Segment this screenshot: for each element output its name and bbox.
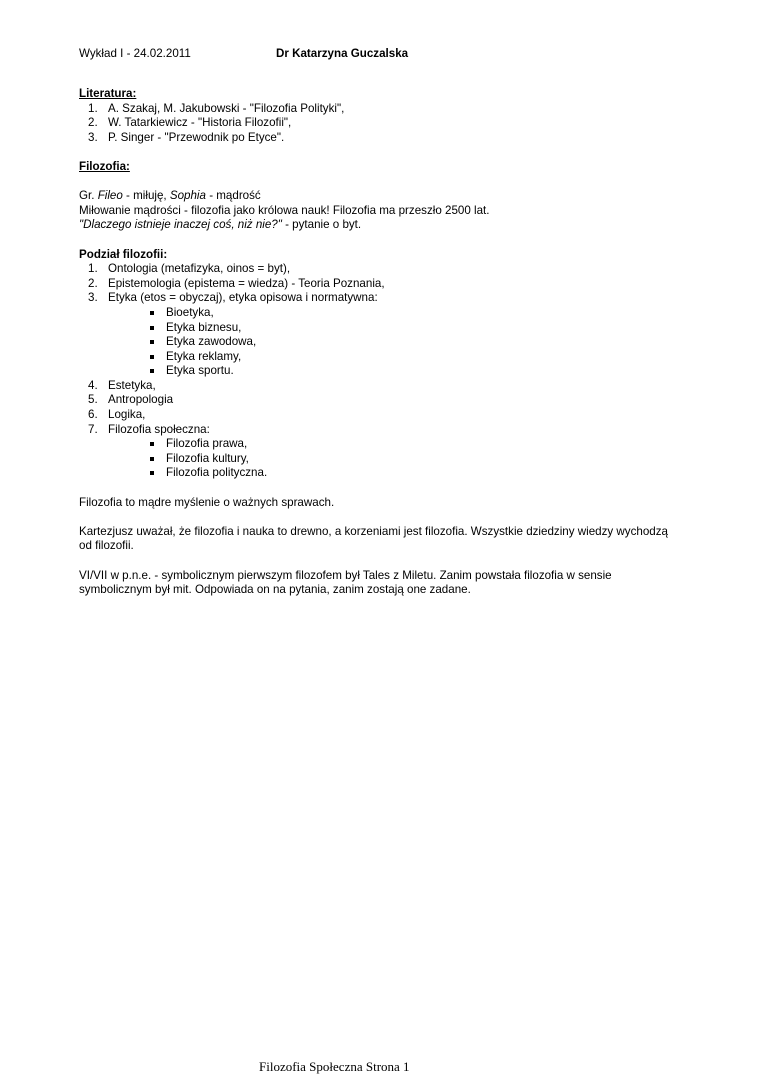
list-text: W. Tatarkiewicz - "Historia Filozofii", <box>108 116 292 130</box>
list-text: P. Singer - "Przewodnik po Etyce". <box>108 130 285 144</box>
sublist-item: Etyka biznesu, <box>108 321 679 336</box>
bullet-icon <box>150 326 154 330</box>
podzial-list <box>79 262 679 481</box>
bullet-icon <box>150 471 154 475</box>
sublist-item: Filozofia polityczna. <box>108 466 679 481</box>
list-number: 3. <box>88 130 98 144</box>
list-item: 5. Antropologia <box>88 393 174 407</box>
list-item: 6. Logika, <box>88 408 146 422</box>
sublist-item: Filozofia prawa, <box>108 437 679 452</box>
sublist-item: Etyka reklamy, <box>108 350 679 365</box>
list-item: 3. Etyka (etos = obyczaj), etyka opisowa i normatywna: Bioetyka, Etyka biznesu, Etyka zawodowa, Etyka reklamy, Etyka sportu. <box>79 291 679 379</box>
filozofia-heading: Filozofia: <box>79 159 130 173</box>
paragraph: Kartezjusz uważał, że filozofia i nauka to drewno, a korzeniami jest filozofia. Wszystkie dziedziny wiedzy wychodzą od filozofii. <box>79 524 668 553</box>
spoleczna-sublist <box>108 437 679 481</box>
sublist-item: Etyka zawodowa, <box>108 335 679 350</box>
page-footer: Filozofia Społeczna Strona 1 <box>259 1059 410 1074</box>
sublist-item: Etyka sportu. <box>108 364 679 379</box>
literatura-list <box>79 102 679 146</box>
bullet-icon <box>150 340 154 344</box>
list-number: 2. <box>88 116 98 130</box>
bullet-icon <box>150 355 154 359</box>
list-item: 7. Filozofia społeczna: Filozofia prawa, Filozofia kultury, Filozofia polityczna. <box>79 423 679 481</box>
list-item <box>79 116 679 131</box>
list-item: 2. Epistemologia (epistema = wiedza) - Teoria Poznania, <box>88 276 385 290</box>
list-number: 1. <box>88 101 98 115</box>
etymology-line: Gr. Fileo - miłuję, Sophia - mądrość <box>79 189 261 203</box>
lecture-date: Wykład I - 24.02.2011 <box>79 47 191 60</box>
definition-line: Miłowanie mądrości - filozofia jako królowa nauk! Filozofia ma przeszło 2500 lat. <box>79 203 490 217</box>
bullet-icon <box>150 311 154 315</box>
podzial-heading: Podział filozofii: <box>79 247 168 261</box>
list-item: 4. Estetyka, <box>88 378 156 392</box>
sublist-item: Filozofia kultury, <box>108 452 679 467</box>
literatura-heading: Literatura: <box>79 87 137 100</box>
document-content <box>79 87 679 598</box>
paragraph: Filozofia to mądre myślenie o ważnych sprawach. <box>79 495 335 509</box>
etyka-sublist <box>108 306 679 379</box>
author-name: Dr Katarzyna Guczalska <box>276 47 409 60</box>
sublist-item: Bioetyka, <box>108 306 679 321</box>
list-item: 1. Ontologia (metafizyka, oinos = byt), <box>88 262 291 276</box>
paragraph: VI/VII w p.n.e. - symbolicznym pierwszym filozofem był Tales z Miletu. Zanim powstała filozofia w sensie symbolicznym był mit. Odpowiada on na pytania, zanim zostają one zadane. <box>79 568 612 597</box>
list-text: A. Szakaj, M. Jakubowski - "Filozofia Polityki", <box>108 101 345 115</box>
list-item <box>79 131 679 146</box>
bullet-icon <box>150 369 154 373</box>
list-item <box>79 102 679 117</box>
question-line: "Dlaczego istnieje inaczej coś, niż nie?" - pytanie o byt. <box>79 218 362 232</box>
bullet-icon <box>150 442 154 446</box>
bullet-icon <box>150 457 154 461</box>
